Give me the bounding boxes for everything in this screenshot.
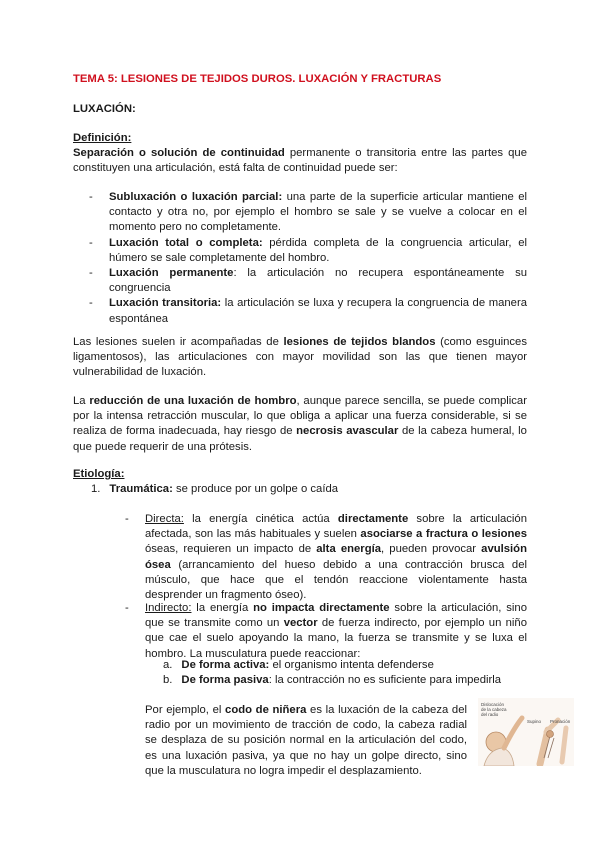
list-item: - Luxación total o completa: pérdida completa de la congruencia articular, el húmero se sale completamente del hombro. xyxy=(89,236,527,264)
directa-text: - Directa: la energía cinética actúa directamente sobre la articulación afectada, son las más habituales y suelen asociarse a fractura o lesiones óseas, requieren un impacto de alta energía, pueden provocar avulsión ósea (arrancamiento del hueso debido a una contracción brusca del músculo, que hace que el tendón reaccione violentamente hasta desprender un fragmento óseo). xyxy=(125,513,527,602)
list-item: - Luxación permanente: la articulación no recupera espontáneamente su congruencia xyxy=(89,267,527,295)
indirecta-text: - Indirecto: la energía no impacta directamente sobre la articulación, sino que se transmite como un vector de fuerza indirecto, por ejemplo un niño que cae el suelo apoyando la mano, la fuerza se transmite y se luxa el hombro. La musculatura puede reaccionar: xyxy=(125,602,528,660)
figure-label-supino: Supino xyxy=(527,719,542,724)
figure-label-pronacion: Pronación xyxy=(550,719,571,724)
ejemplo-text: Por ejemplo, el codo de niñera es la luxación de la cabeza del radio por un movimiento de tracción de codo, la cabeza radial se desplaza de su posición normal en la articulación del codo, es una luxación pasiva, ya que no hay un golpe directo, sino que la musculatura no logra impedir el desplazamiento. xyxy=(145,704,467,777)
list-item: - Luxación transitoria: la articulación se luxa y recupera la congruencia de manera espontánea xyxy=(89,297,528,325)
definicion-text xyxy=(73,146,527,176)
definicion-rest: permanente o transitoria entre las partes que constituyen una articulación, está falta de continuidad puede ser: xyxy=(73,147,527,175)
page-title: TEMA 5: LESIONES DE TEJIDOS DUROS. LUXACIÓN Y FRACTURAS xyxy=(73,73,442,85)
etiologia-heading: Etiología: xyxy=(73,468,125,480)
list-item: - Subluxación o luxación parcial: una parte de la superficie articular mantiene el contacto y otra no, por ejemplo el hombro se sale y se vuelve a colocar en el momento pero no completamente. xyxy=(89,191,527,234)
definicion-bold: Separación o solución de continuidad xyxy=(73,147,285,159)
definicion-heading: Definición: xyxy=(73,132,132,144)
reaccion-b: b. De forma pasiva: la contracción no es suficiente para impedirla xyxy=(163,674,502,686)
figure-caption: Dislocación de la cabeza del radio xyxy=(481,702,507,717)
paragraph-lesiones: Las lesiones suelen ir acompañadas de lesiones de tejidos blandos (como esguinces ligamentosos), las articulaciones con mayor movilidad son las que tienen mayor vulnerabilidad de luxación. xyxy=(73,336,527,379)
section-heading: LUXACIÓN: xyxy=(73,103,136,115)
types-list xyxy=(89,190,528,327)
paragraph-reduccion: La reducción de una luxación de hombro, aunque parece sencilla, se puede complicar por la intensa retracción muscular, lo que obliga a aplicar una fuerza considerable, si se realiza de forma inadecuada, hay riesgo de necrosis avascular de la cabeza humeral, lo que puede requerir de una prótesis. xyxy=(73,395,527,453)
elbow-illustration xyxy=(478,698,574,766)
etiologia-item-1: 1. Traumática: se produce por un golpe o caída xyxy=(91,483,339,495)
reaccion-a: a. De forma activa: el organismo intenta defenderse xyxy=(163,659,434,671)
